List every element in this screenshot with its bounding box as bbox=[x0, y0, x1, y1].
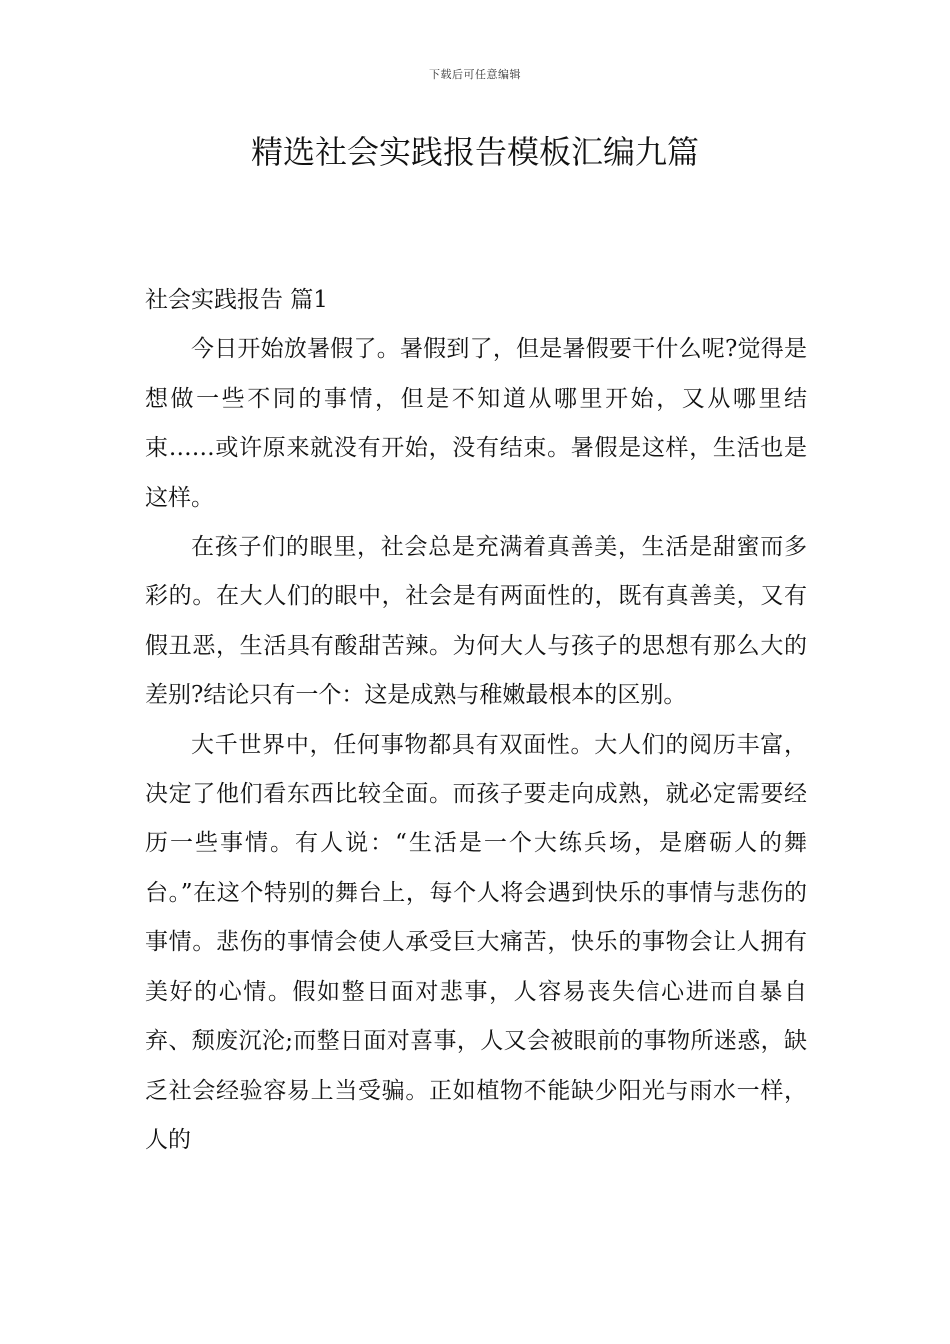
paragraph: 在孩子们的眼里，社会总是充满着真善美，生活是甜蜜而多彩的。在大人们的眼中，社会是有两面性的，既有真善美，又有假丑恶，生活具有酸甜苦辣。为何大人与孩子的思想有那么大的差别?结论只有一个：这是成熟与稚嫩最根本的区别。 bbox=[145, 534, 807, 709]
paragraph: 今日开始放暑假了。暑假到了，但是暑假要干什么呢?觉得是想做一些不同的事情，但是不知道从哪里开始，又从哪里结束……或许原来就没有开始，没有结束。暑假是这样，生活也是这样。 bbox=[145, 336, 807, 511]
document-title: 精选社会实践报告模板汇编九篇 bbox=[250, 133, 699, 171]
section-heading: 社会实践报告 篇1 bbox=[145, 287, 328, 313]
paragraph: 大千世界中，任何事物都具有双面性。大人们的阅历丰富，决定了他们看东西比较全面。而孩子要走向成熟，就必定需要经历一些事情。有人说：“生活是一个大练兵场，是磨砺人的舞台。”在这个特别的舞台上，每个人将会遇到快乐的事情与悲伤的事情。悲伤的事情会使人承受巨大痛苦，快乐的事物会让人拥有美好的心情。假如整日面对悲事，人容易丧失信心进而自暴自弃、颓废沉沦;而整日面对喜事，人又会被眼前的事物所迷惑，缺乏社会经验容易上当受骗。正如植物不能缺少阳光与雨水一样，人的 bbox=[145, 731, 807, 1153]
header-note: 下载后可任意编辑 bbox=[429, 68, 521, 81]
document-body bbox=[145, 276, 807, 1165]
